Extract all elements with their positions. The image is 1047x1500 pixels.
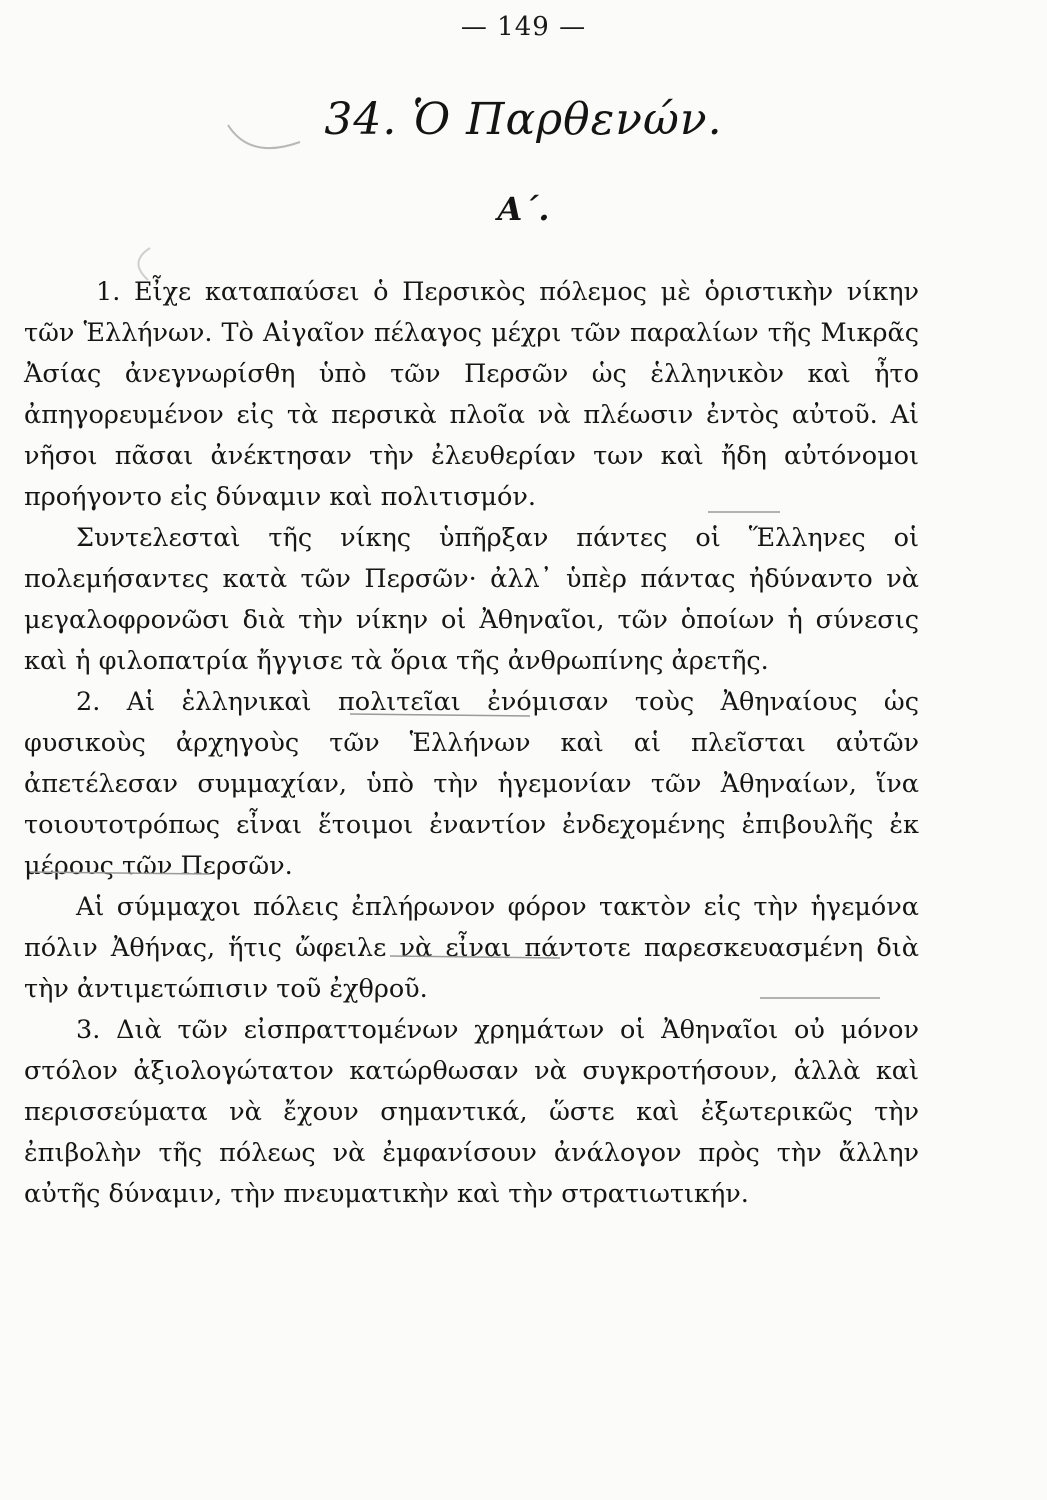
paragraph-1: 1. Εἶχε καταπαύσει ὁ Περσικὸς πόλεμος μὲ ὁριστικὴν νίκην τῶν Ἑλλήνων. Τὸ Αἰγαῖον πέλαγος μέχρι τῶν παραλίων τῆς Μικρᾶς Ἀσίας ἀνεγνωρίσθη ὑπὸ τῶν Περσῶν ὡς ἑλληνικὸν καὶ ἦτο ἀπηγορευμένον εἰς τὰ περσικὰ πλοῖα νὰ πλέωσιν ἐντὸς αὐτοῦ. Αἱ νῆσοι πᾶσαι ἀνέκτησαν τὴν ἐλευθερίαν των καὶ ἤδη αὐτόνομοι προήγοντο εἰς δύναμιν καὶ πολιτισμόν. [24,277,919,512]
paragraph-4: Αἱ σύμμαχοι πόλεις ἐπλήρωνον φόρον τακτὸν εἰς τὴν ἡγεμόνα πόλιν Ἀθήνας, ἥτις ὤφειλε νὰ εἶναι πάντοτε παρεσκευασμένη διὰ τὴν ἀντιμετώπισιν τοῦ ἐχθροῦ. [24,892,919,1004]
paragraph-3: 2. Αἱ ἑλληνικαὶ πολιτεῖαι ἐνόμισαν τοὺς Ἀθηναίους ὡς φυσικοὺς ἀρχηγοὺς τῶν Ἑλλήνων καὶ αἱ πλεῖσται αὐτῶν ἀπετέλεσαν συμμαχίαν, ὑπὸ τὴν ἡγεμονίαν τῶν Ἀθηναίων, ἵνα τοιουτοτρόπως εἶναι ἕτοιμοι ἐναντίον ἐνδεχομένης ἐπιβουλῆς ἐκ μέρους τῶν Περσῶν. [24,687,919,881]
paragraph-5: 3. Διὰ τῶν εἰσπραττομένων χρημάτων οἱ Ἀθηναῖοι οὐ μόνον στόλον ἀξιολογώτατον κατώρθωσαν νὰ συγκροτήσουν, ἀλλὰ καὶ περισσεύματα νὰ ἔχουν σημαντικά, ὥστε καὶ ἐξωτερικῶς τὴν ἐπιβολὴν τῆς πόλεως νὰ ἐμφανίσουν ἀνάλογον πρὸς τὴν ἄλλην αὐτῆς δύναμιν, τὴν πνευματικὴν καὶ τὴν στρατιωτικήν. [24,1015,919,1209]
chapter-title: 34. Ὁ Παρθενών. [324,94,723,145]
page-number: — 149 — [460,12,587,42]
paragraph-2: Συντελεσταὶ τῆς νίκης ὑπῆρξαν πάντες οἱ Ἕλληνες οἱ πολεμήσαντες κατὰ τῶν Περσῶν· ἀλλ᾽ ὑπὲρ πάντας ἠδύναντο νὰ μεγαλοφρονῶσι διὰ τὴν νίκην οἱ Ἀθηναῖοι, τῶν ὁποίων ἡ σύνεσις καὶ ἡ φιλοπατρία ἤγγισε τὰ ὅρια τῆς ἀνθρωπίνης ἀρετῆς. [24,523,919,676]
section-mark: Α΄. [497,190,550,228]
body-text [24,272,919,1215]
